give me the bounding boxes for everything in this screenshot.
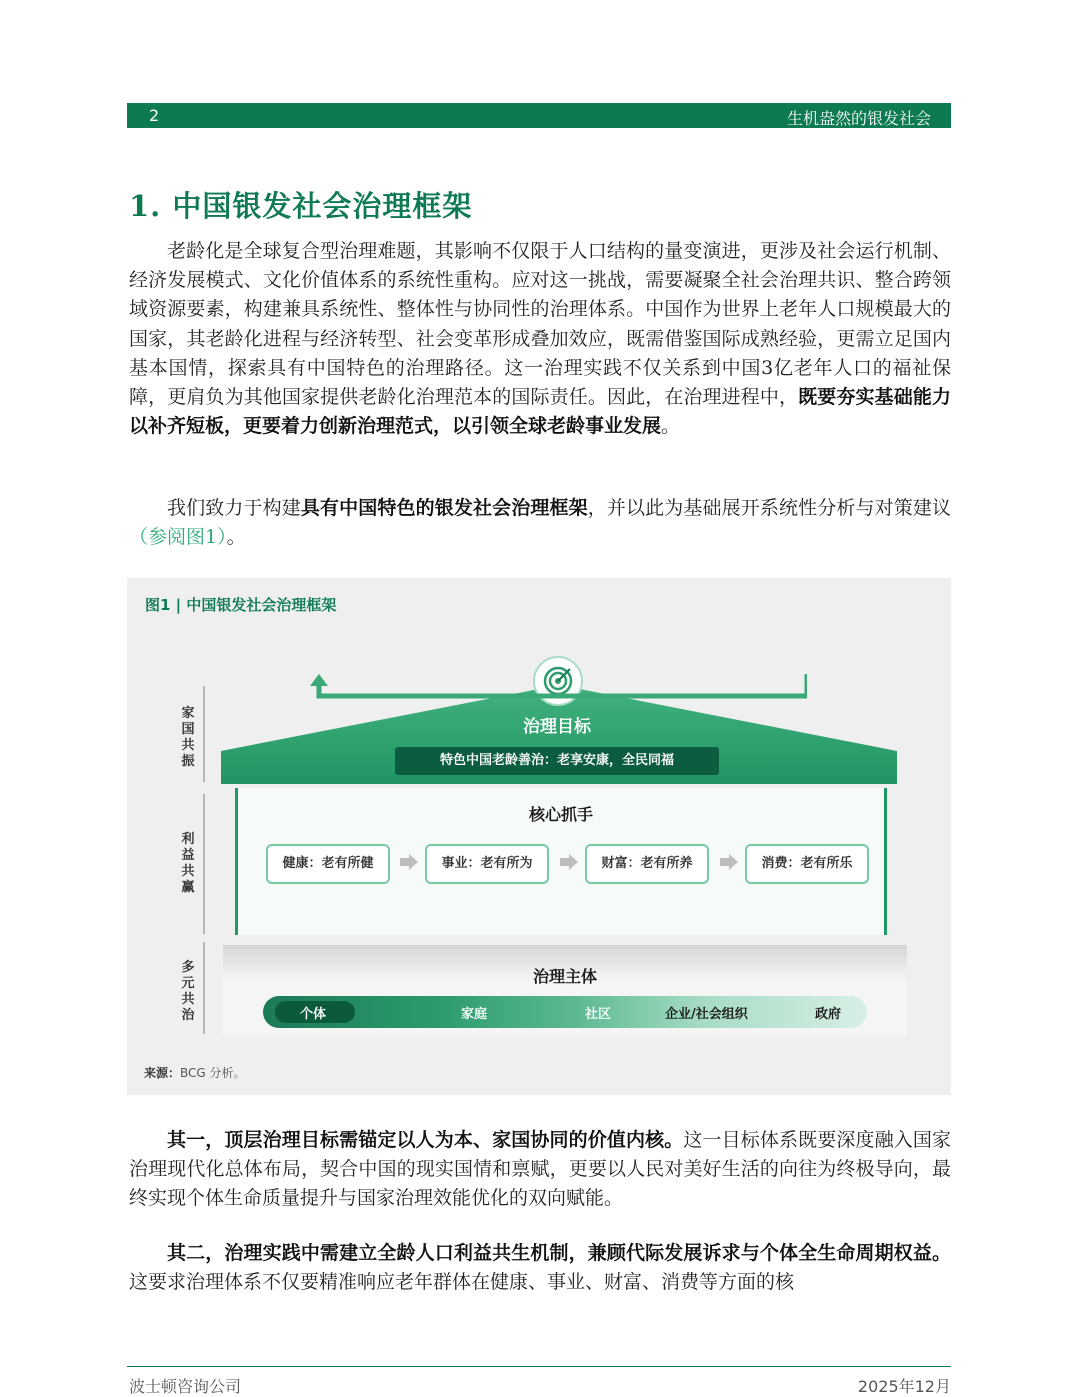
core-item-health: 健康：老有所健 <box>266 844 390 884</box>
footer-divider <box>127 1366 951 1367</box>
governance-actors-platform <box>223 945 907 1035</box>
actors-track <box>263 996 867 1028</box>
paragraph-3 <box>129 1126 951 1214</box>
feedback-loop-arrow <box>307 672 807 706</box>
core-title: 核心抓手 <box>528 805 593 824</box>
paragraph-2-emphasis: 具有中国特色的银发社会治理框架 <box>300 497 588 519</box>
paragraph-2-end: 。 <box>226 526 246 549</box>
core-item-consumption: 消费：老有所乐 <box>745 844 869 884</box>
actor-enterprise: 企业/社会组织 <box>665 1007 748 1022</box>
figure-source <box>144 1064 246 1081</box>
paragraph-4-text: 这要求治理体系不仅要精准响应老年群体在健康、事业、财富、消费等方面的核 <box>129 1271 795 1294</box>
core-item-wealth: 财富：老有所养 <box>585 844 709 884</box>
actor-community: 社区 <box>585 1007 612 1022</box>
paragraph-2-text: 我们致力于构建 <box>167 497 301 519</box>
paragraph-4-emphasis: 其二，治理实践中需建立全龄人口利益共生机制，兼顾代际发展诉求与个体全生命周期权益。 <box>167 1242 951 1264</box>
paragraph-1-end: 。 <box>661 415 681 438</box>
paragraph-1 <box>129 237 951 441</box>
core-item-career: 事业：老有所为 <box>425 844 549 884</box>
actors-title: 治理主体 <box>532 967 597 986</box>
figure-reference-link[interactable]: （参阅图1） <box>129 526 227 549</box>
section-title: 1. 中国银发社会治理框架 <box>129 189 473 223</box>
arrow-right-icon <box>400 854 418 870</box>
source-label: 来源： <box>144 1066 181 1080</box>
paragraph-3-text: 这一目标体系既要深度融入国家治理现代化总体布局，契合中国的现实国情和禀赋，更要以人民对美好生活的向往为终极导向，最终实现个体生命质量提升与国家治理效能优化的双向赋能。 <box>129 1129 951 1210</box>
goal-statement: 特色中国老龄善治：老享安康，全民同福 <box>395 747 719 775</box>
arrow-right-icon <box>560 854 578 870</box>
figure-1 <box>127 578 951 1095</box>
actor-individual: 个体 <box>300 1007 327 1022</box>
paragraph-4 <box>129 1239 951 1297</box>
side-divider <box>203 686 205 782</box>
side-label-liyi: 利益共赢 <box>181 832 195 895</box>
side-label-duoyuan: 多元共治 <box>181 960 195 1023</box>
paragraph-1-text: 老龄化是全球复合型治理难题，其影响不仅限于人口结构的量变演进，更涉及社会运行机制、经济发展模式、文化价值体系的系统性重构。应对这一挑战，需要凝聚全社会治理共识、整合跨领域资源要素，构建兼具系统性、整体性与协同性的治理体系。中国作为世界上老年人口规模最大的国家，其老龄化进程与经济转型、社会变革形成叠加效应，既需借鉴国际成熟经验，更需立足国内基本国情，探索具有中国特色的治理路径。这一治理实践不仅关系到中国3亿老年人口的福祉保障，更肩负为其他国家提供老龄化治理范本的国际责任。因此，在治理进程中， <box>129 240 951 409</box>
core-levers-panel <box>235 788 887 935</box>
running-title: 生机盎然的银发社会 <box>786 109 931 128</box>
running-header <box>127 103 951 128</box>
actor-family: 家庭 <box>461 1007 488 1022</box>
arrow-right-icon <box>720 854 738 870</box>
side-divider <box>203 942 205 1034</box>
page-number: 2 <box>149 106 160 125</box>
side-divider <box>203 794 205 934</box>
paragraph-1-emphasis: 既要夯实基础能力以补齐短板，更要着力创新治理范式，以引领全球老龄事业发展 <box>129 386 951 438</box>
source-text: BCG 分析。 <box>180 1066 246 1080</box>
figure-caption: 图1 | 中国银发社会治理框架 <box>145 596 337 614</box>
paragraph-2 <box>129 494 951 552</box>
paragraph-3-emphasis: 其一，顶层治理目标需锚定以人为本、家国协同的价值内核。 <box>167 1129 684 1151</box>
actor-government: 政府 <box>815 1007 842 1022</box>
footer-publisher: 波士顿咨询公司 <box>129 1377 242 1396</box>
footer-date: 2025年12月 <box>857 1377 951 1396</box>
side-label-jiaguo: 家国共振 <box>181 706 195 769</box>
paragraph-2-mid: ，并以此为基础展开系统性分析与对策建议 <box>587 497 951 519</box>
goal-title: 治理目标 <box>523 717 591 737</box>
